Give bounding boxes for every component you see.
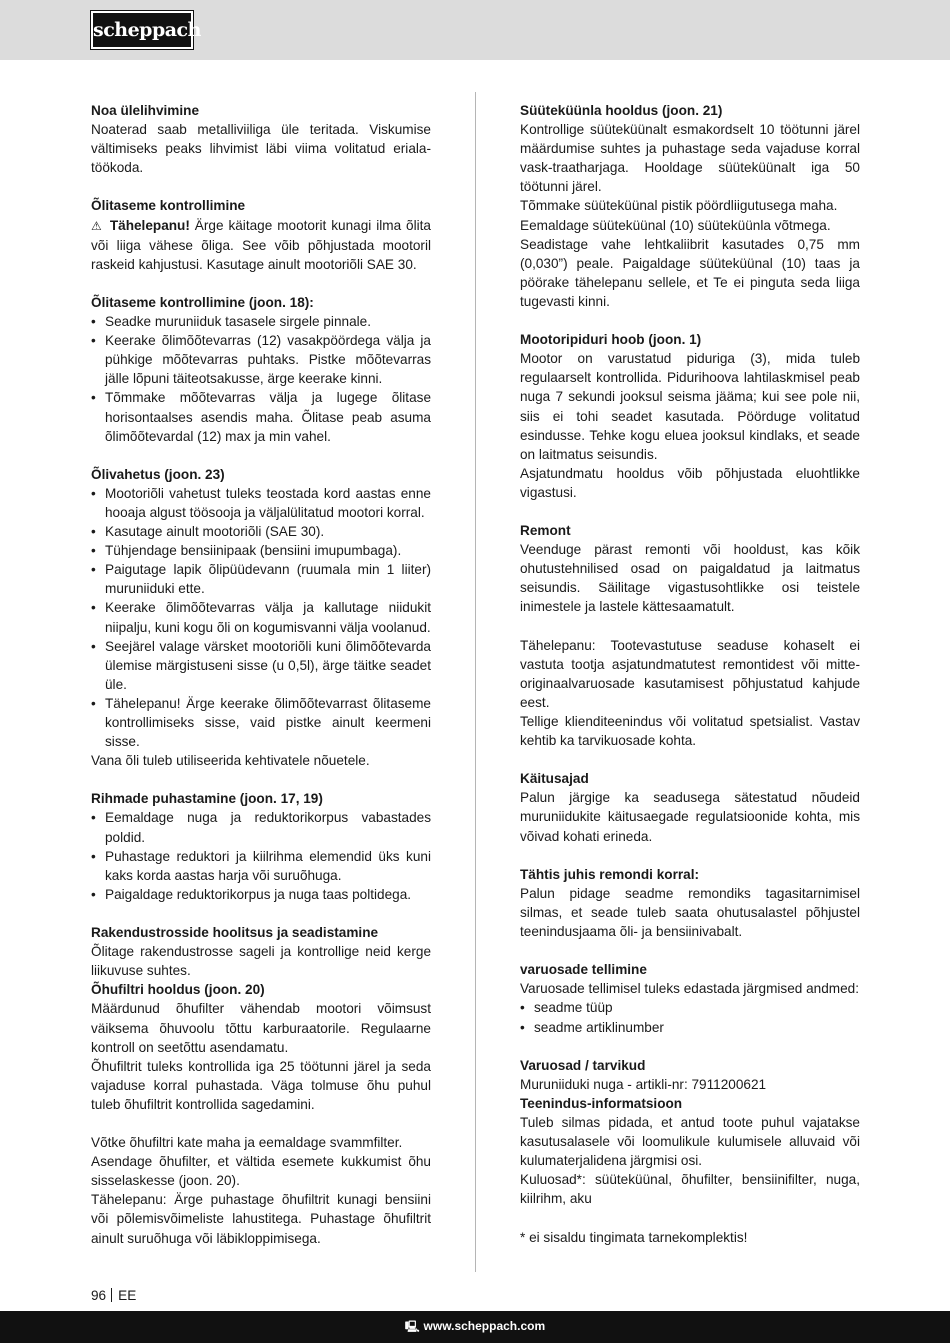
section-engine-brake <box>520 330 860 502</box>
section-cable-care <box>91 923 431 980</box>
right-column <box>520 101 860 1266</box>
list-item: • Mootoriõli vahetust tuleks teostada kord aastas enne hooaja algust töösooja ja väljalülitatud mootori korral. <box>91 484 431 522</box>
list-item: • Tõmmake mõõtevarras välja ja lugege õlitase horisontaalses asendis maha. Õlitase peab asuma õlimõõtevardal (12) max ja min vahel. <box>91 388 431 445</box>
list-item: • Paigaldage reduktorikorpus ja nuga taas poltidega. <box>91 885 431 904</box>
section-text: Seadistage vahe lehtkaliibrit kasutades 0,75 mm (0,030”) peale. Paigaldage süüteküünal (10) taas ja pöörake tähelepanu sellele, et Te ei pinguta seda liiga tugevasti kinni. <box>520 236 860 309</box>
monitor-icon: 🖳 <box>404 1321 420 1333</box>
column-divider <box>475 92 476 1272</box>
section-text: Määrdunud õhufilter vähendab mootori võimsust väiksema õhuvoolu tõttu karburaatorile. Regulaarne kontroll on seetõttu asendamatu. <box>91 1001 431 1055</box>
section-title: Süüteküünla hooldus (joon. 21) <box>520 103 723 118</box>
section-title: Remont <box>520 523 571 539</box>
section-text: Tellige klienditeenindus või volitatud spetsialist. Vastav kehtib ka tarvikuosade kohta. <box>520 714 860 749</box>
section-belt-cleaning <box>91 789 431 904</box>
section-title: Õlivahetus (joon. 23) <box>91 466 225 482</box>
section-text: Palun pidage seadme remondiks tagasitarnimisel silmas, et seade tuleb saata ohutusalastel põhjustel teenindusjaama õli- ja bensiinivabalt. <box>520 885 860 940</box>
section-text: Veenduge pärast remonti või hooldust, kas kõik ohutustehnilised osad on paigaldatud ja laitmatus seisundis. Säilitage vigastusohtlikke osi teistele inimestele ja lastele kättesaamatult. <box>520 542 860 615</box>
section-spark-plug <box>520 101 860 311</box>
warning-label: Tähelepanu! <box>109 217 190 233</box>
footer-separator <box>111 1288 112 1302</box>
section-text: Tähelepanu: Tootevastutuse seaduse kohaselt ei vastuta tootja asjatundmatutest remontidest või mitte-originaalvaruosade kasutamisest põhjustatud kahjude eest. <box>520 637 860 710</box>
section-title: Õlitaseme kontrollimine <box>91 198 246 214</box>
page-footer <box>91 1287 136 1305</box>
left-column <box>91 101 431 1267</box>
list-item: • Puhastage reduktori ja kiilrihma elemendid üks kuni kaks korda aastas harja või suruõhuga. <box>91 847 431 885</box>
section-text: Varuosade tellimisel tuleks edastada järgmised andmed: <box>520 981 860 997</box>
brand-logo-text: scheppach <box>93 19 201 41</box>
section-title: Varuosad / tarvikud <box>520 1057 646 1073</box>
section-oil-change <box>91 465 431 771</box>
section-title: Rakendustrosside hoolitsus ja seadistamine <box>91 925 379 941</box>
section-spare-parts <box>520 1056 860 1094</box>
list-item: • Seadke muruniiduk tasasele sirgele pinnale. <box>91 312 431 331</box>
section-air-filter <box>91 980 431 1247</box>
section-text: Palun järgige ka seadusega sätestatud nõudeid muruniidukite käitusaegade regulatsioonide kohta, mis võivad kohati erineda. <box>520 790 860 844</box>
section-title: Õhufiltri hooldus (joon. 20) <box>91 982 265 998</box>
section-text: Muruniiduki nuga - artikli-nr: 7911200621 <box>520 1076 767 1092</box>
list-item: • seadme artiklinumber <box>520 1018 860 1037</box>
website-link[interactable]: www.scheppach.com <box>423 1319 546 1333</box>
list-item: • Tühjendage bensiinipaak (bensiini imupumbaga). <box>91 541 431 560</box>
section-text: Tuleb silmas pidada, et antud toote puhul vajatakse kasutusalasele või loomulikule kulumisele alluvaid või kulumaterjalidena järgmisi osi. <box>520 1114 860 1169</box>
section-title: Tähtis juhis remondi korral: <box>520 866 700 882</box>
section-text: Kontrollige süüteküünalt esmakordselt 10 töötunni järel määrdumise suhtes ja puhastage seda vajaduse korral vask-traatharjaga. Hooldage süüteküünalt iga 50 töötunni järel. <box>520 122 860 195</box>
section-title: Teenindus-informatsioon <box>520 1095 683 1111</box>
section-knife-sharpening <box>91 101 431 177</box>
section-text: Vana õli tuleb utiliseerida kehtivatele nõuetele. <box>91 753 370 769</box>
section-text: Asjatundmatu hooldus võib põhjustada eluohtlikke vigastusi. <box>520 465 860 500</box>
section-text: Asendage õhufilter, et vältida esemete kukkumist õhu sisselaskesse (joon. 20). <box>91 1154 431 1189</box>
section-text: Tõmmake süüteküünal pistik pöördliigutusega maha. <box>520 198 838 214</box>
list-item: • Tähelepanu! Ärge keerake õlimõõtevarrast õlitaseme kontrollimiseks sisse, vaid pistke ainult keermeni sisse. <box>91 694 431 751</box>
list-item: • Eemaldage nuga ja reduktorikorpus vabastades poldid. <box>91 808 431 846</box>
section-title: Noa ülelihvimine <box>91 103 200 118</box>
section-text: Õhufiltrit tuleks kontrollida iga 25 töötunni järel ja seda vajaduse korral puhastada. Väga tolmuse õhu puhul tuleb õhufiltrit kontrollida sagedamini. <box>91 1058 431 1112</box>
section-text: * ei sisaldu tingimata tarnekomplektis! <box>520 1229 748 1245</box>
warning-icon: ⚠ <box>91 218 103 233</box>
bullet-list <box>520 998 860 1036</box>
page-number: 96 <box>91 1288 107 1303</box>
section-text: Võtke õhufiltri kate maha ja eemaldage svammfilter. <box>91 1135 403 1151</box>
section-text: Õlitage rakendustrosse sageli ja kontrollige neid kerge liikuvuse suhtes. <box>91 944 431 979</box>
list-item: • Keerake õlimõõtevarras välja ja kallutage niidukit niipalju, kuni kogu õli on kogumisvanni välja voolanud. <box>91 598 431 636</box>
section-oil-level-check <box>91 196 431 273</box>
bullet-list <box>91 808 431 903</box>
list-item: • Seejärel valage värsket mootoriõli kuni õlimõõtevarda ülemise märgistuseni sisse (u 0,5l), ärge täitke seadet üle. <box>91 637 431 694</box>
footer-band <box>0 1311 950 1343</box>
section-title: Mootoripiduri hoob (joon. 1) <box>520 332 702 348</box>
section-title: varuosade tellimine <box>520 962 647 978</box>
section-text: Mootor on varustatud piduriga (3), mida tuleb regulaarselt kontrollida. Pidurihoova lahtilaskmisel peab nuga 7 sekundi jooksul seisma jääma; kui see pole nii, siis ei tohi seadet kasutada. Pöörduge volitatud esindusse. Tehke kogu eluea jooksul kindlaks, et seade on laitmatus seisundis. <box>520 351 860 462</box>
section-text: Kuluosad*: süüteküünal, õhufilter, bensiinifilter, nuga, kiilrihm, aku <box>520 1172 860 1207</box>
list-item: • seadme tüüp <box>520 998 860 1017</box>
section-title: Rihmade puhastamine (joon. 17, 19) <box>91 791 323 807</box>
section-text: Eemaldage süüteküünal (10) süüteküünla võtmega. <box>520 217 831 233</box>
bullet-list <box>91 312 431 446</box>
language-code: EE <box>118 1288 137 1303</box>
warning-text: Ärge käitage mootorit kunagi ilma õlita või liiga vähese õliga. See võib põhjustada mootoril raskeid kahjustusi. Kasutage ainult mootoriõli SAE 30. <box>91 217 431 272</box>
section-operating-times <box>520 769 860 845</box>
section-spare-parts-ordering <box>520 960 860 1036</box>
list-item: • Paigutage lapik õlipüüdevann (ruumala min 1 liiter) muruniiduki ette. <box>91 560 431 598</box>
section-text: Noaterad saab metalliviiliga üle teritada. Viskumise vältimiseks peaks lihvimist läbi viima volitatud eriala-töökoda. <box>91 122 431 176</box>
section-title: Õlitaseme kontrollimine (joon. 18): <box>91 294 314 310</box>
brand-logo <box>91 11 201 49</box>
list-item: • Kasutage ainult mootoriõli (SAE 30). <box>91 522 431 541</box>
section-text: Tähelepanu: Ärge puhastage õhufiltrit kunagi bensiini või põlemisvõimeliste lahustitega. Puhastage õhufiltrit ainult suruõhuga või läbikloppimisega. <box>91 1192 431 1246</box>
section-title: Käitusajad <box>520 771 589 787</box>
section-oil-level-check-steps <box>91 293 431 446</box>
list-item: • Keerake õlimõõtevarras (12) vasakpöördega välja ja pühkige mõõtevarras puhtaks. Pistke mõõtevarras jälle lõpuni täiteotsakusse, ärge keerake kinni. <box>91 331 431 388</box>
warning-paragraph <box>91 216 431 274</box>
section-repair-note <box>520 865 860 941</box>
section-service-info <box>520 1094 860 1247</box>
section-repair <box>520 521 860 750</box>
bullet-list <box>91 484 431 751</box>
